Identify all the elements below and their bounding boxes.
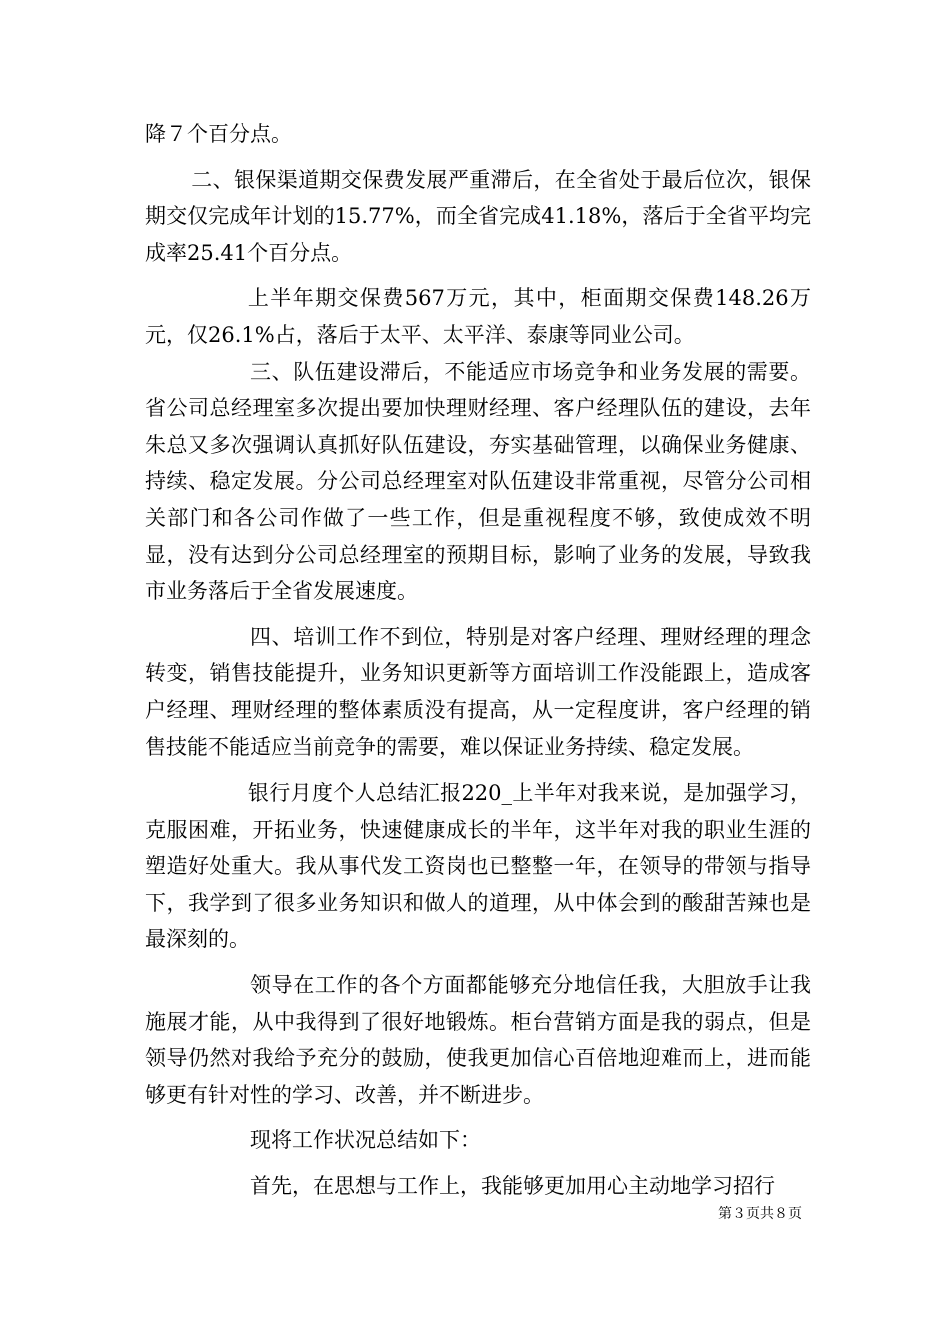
- paragraph-bancassurance: 二、银保渠道期交保费发展严重滞后，在全省处于最后位次，银保期交仅完成年计划的15.77%，而全省完成41.18%，落后于全省平均完成率25.41个百分点。: [145, 167, 811, 265]
- document-body: [145, 116, 811, 1205]
- page-number-footer: 第３页共８页: [718, 1206, 802, 1222]
- paragraph-training: 四、培训工作不到位，特别是对客户经理、理财经理的理念转变，销售技能提升，业务知识更新等方面培训工作没能跟上，造成客户经理、理财经理的整体素质没有提高，从一定程度讲，客户经理的销售技能不能适应当前竞争的需要，难以保证业务持续、稳定发展。: [145, 624, 811, 759]
- paragraph-personal-summary: 银行月度个人总结汇报220_上半年对我来说，是加强学习，克服困难，开拓业务，快速健康成长的半年，这半年对我的职业生涯的塑造好处重大。我从事代发工资岗也已整整一年，在领导的带领与指导下，我学到了很多业务知识和做人的道理，从中体会到的酸甜苦辣也是最深刻的。: [145, 781, 811, 952]
- paragraph-team-building: 三、队伍建设滞后，不能适应市场竞争和业务发展的需要。省公司总经理室多次提出要加快理财经理、客户经理队伍的建设，去年朱总又多次强调认真抓好队伍建设，夯实基础管理，以确保业务健康、持续、稳定发展。分公司总经理室对队伍建设非常重视，尽管分公司相关部门和各公司作做了一些工作，但是重视程度不够，致使成效不明显，没有达到分公司总经理室的预期目标，影响了业务的发展，导致我市业务落后于全省发展速度。: [145, 359, 811, 604]
- paragraph-half-year-premium: 上半年期交保费567万元，其中，柜面期交保费148.26万元，仅26.1%占，落后于太平、太平洋、泰康等同业公司。: [145, 286, 811, 347]
- paragraph-leadership: 领导在工作的各个方面都能够充分地信任我，大胆放手让我施展才能，从中我得到了很好地锻炼。柜台营销方面是我的弱点，但是领导仍然对我给予充分的鼓励，使我更加信心百倍地迎难而上，进而能够更有针对性的学习、改善，并不断进步。: [145, 973, 811, 1107]
- paragraph-summary-intro: 现将工作状况总结如下：: [250, 1128, 481, 1153]
- paragraph-continuation: 降７个百分点。: [145, 122, 292, 146]
- paragraph-first-point: 首先，在思想与工作上，我能够更加用心主动地学习招行: [250, 1174, 775, 1199]
